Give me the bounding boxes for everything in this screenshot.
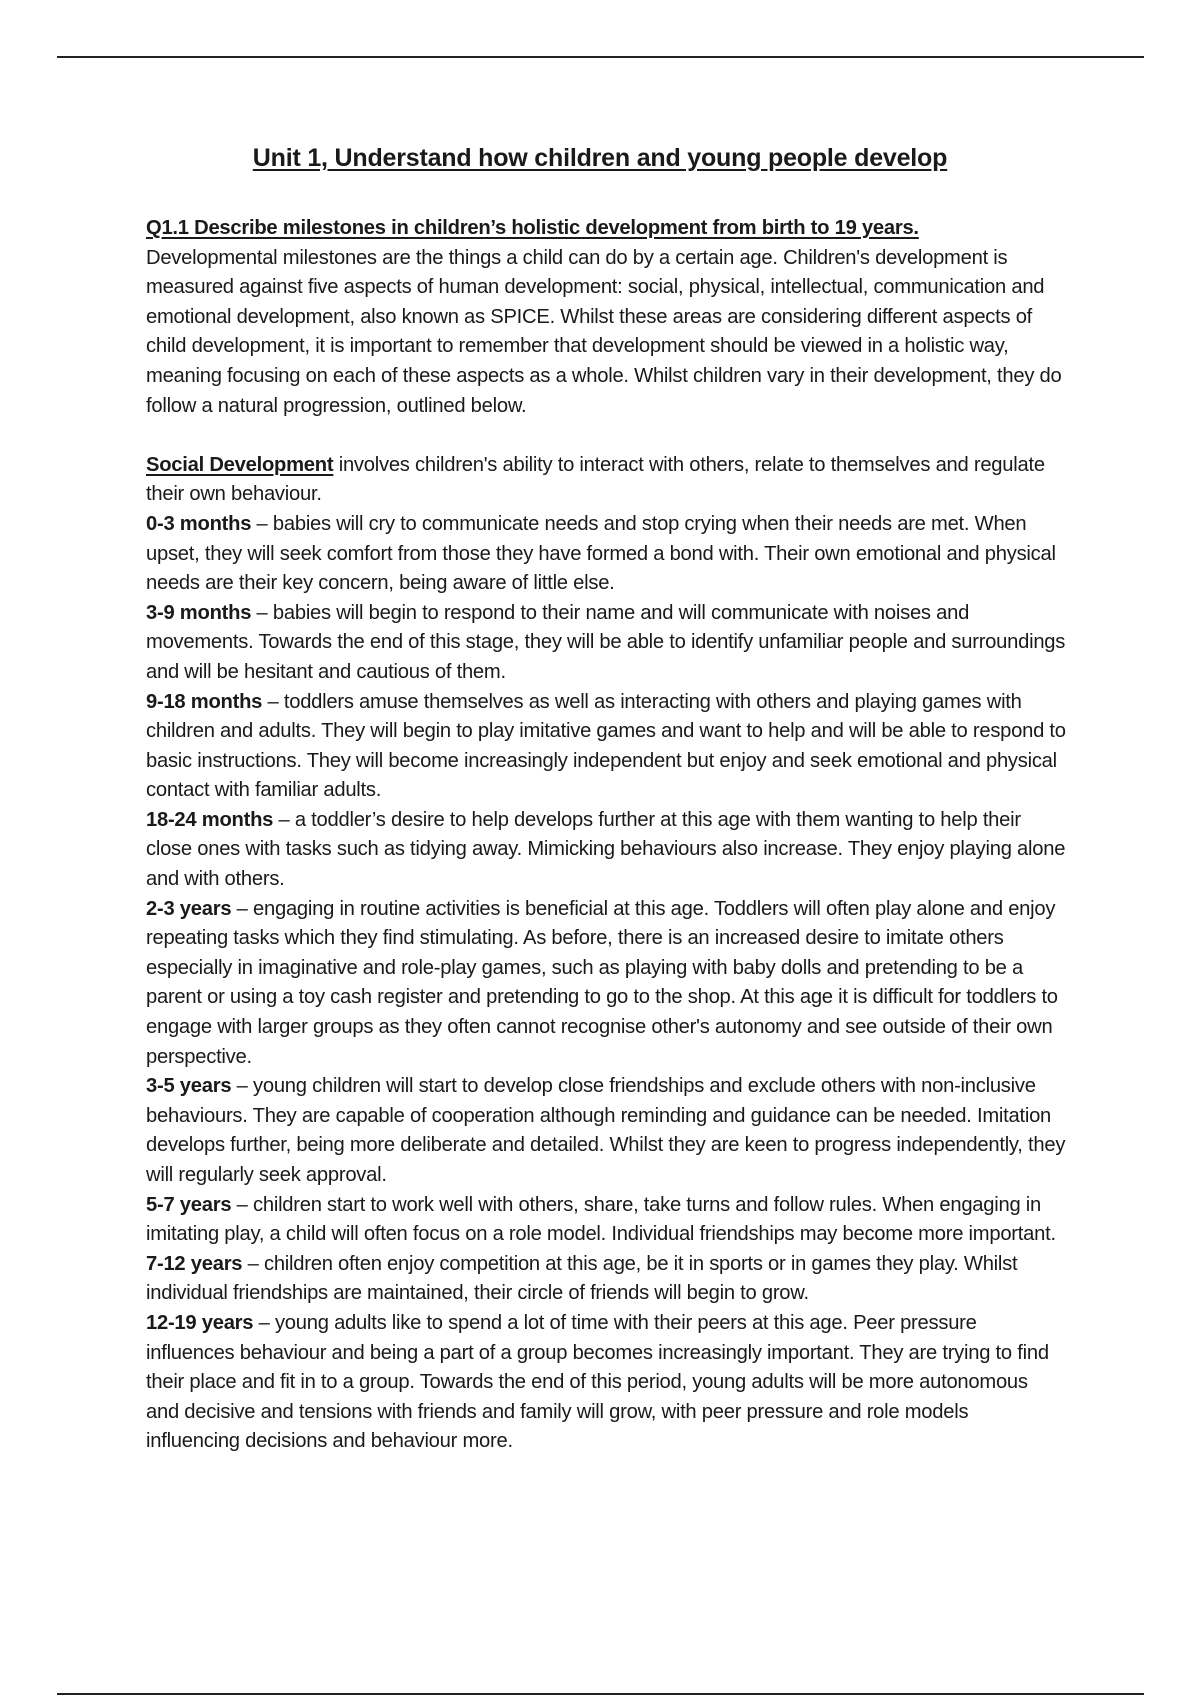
stage-age: 7-12 years bbox=[146, 1252, 243, 1275]
stage-age: 5-7 years bbox=[146, 1193, 232, 1216]
section-heading-social: Social Development bbox=[146, 453, 334, 476]
stage-text: – children start to work well with others, share, take turns and follow rules. When engaging in imitating play, a child will often focus on a role model. Individual friendships may become more important. bbox=[146, 1193, 1056, 1246]
stage-age: 18-24 months bbox=[146, 808, 274, 831]
stage-age: 9-18 months bbox=[146, 690, 263, 713]
stage-text: – toddlers amuse themselves as well as interacting with others and playing games with children and adults. They will begin to play imitative games and want to help and will be able to respond to basic instructions. They will become increasingly independent but enjoy and seek emotional and physical contact with familiar adults. bbox=[146, 690, 1066, 802]
stage-paragraph bbox=[146, 1250, 1066, 1309]
stage-text: – children often enjoy competition at this age, be it in sports or in games they play. Whilst individual friendships are maintained, their circle of friends will begin to grow. bbox=[146, 1252, 1018, 1305]
paragraph-gap bbox=[146, 421, 1066, 451]
stage-paragraph bbox=[146, 688, 1066, 806]
stage-paragraph bbox=[146, 1072, 1066, 1190]
stage-text: – babies will cry to communicate needs and stop crying when their needs are met. When upset, they will seek comfort from those they have formed a bond with. Their own emotional and physical needs are their key concern, being aware of little else. bbox=[146, 512, 1056, 595]
stage-age: 2-3 years bbox=[146, 897, 232, 920]
intro-paragraph: Developmental milestones are the things a child can do by a certain age. Children's development is measured against five aspects of human development: social, physical, intellectual, communication and emotional development, also known as SPICE. Whilst these areas are considering different aspects of child development, it is important to remember that development should be viewed in a holistic way, meaning focusing on each of these aspects as a whole. Whilst children vary in their development, they do follow a natural progression, outlined below. bbox=[146, 246, 1062, 417]
stage-text: – young adults like to spend a lot of time with their peers at this age. Peer pressure influences behaviour and being a part of a group becomes increasingly important. They are trying to find their place and fit in to a group. Towards the end of this period, young adults will be more autonomous and decisive and tensions with friends and family will grow, with peer pressure and role models influencing decisions and behaviour more. bbox=[146, 1311, 1049, 1453]
social-intro bbox=[146, 451, 1066, 510]
stage-paragraph bbox=[146, 806, 1066, 895]
question-heading: Q1.1 Describe milestones in children’s holistic development from birth to 19 years. bbox=[146, 217, 919, 239]
stage-text: – engaging in routine activities is beneficial at this age. Toddlers will often play alone and enjoy repeating tasks which they find stimulating. As before, there is an increased desire to imitate others especially in imaginative and role-play games, such as playing with baby dolls and pretending to be a parent or using a toy cash register and pretending to go to the shop. At this age it is difficult for toddlers to engage with larger groups as they often cannot recognise other's autonomy and see outside of their own perspective. bbox=[146, 897, 1058, 1068]
stage-age: 3-9 months bbox=[146, 601, 252, 624]
stage-paragraph bbox=[146, 1191, 1066, 1250]
document-title: Unit 1, Understand how children and young people develop bbox=[252, 144, 948, 172]
header-rule bbox=[57, 56, 1144, 58]
document-body bbox=[146, 214, 1066, 1457]
stage-age: 0-3 months bbox=[146, 512, 252, 535]
stage-age: 12-19 years bbox=[146, 1311, 254, 1334]
stage-paragraph bbox=[146, 895, 1066, 1073]
stage-text: – babies will begin to respond to their name and will communicate with noises and movements. Towards the end of this stage, they will be able to identify unfamiliar people and surroundings and will be hesitant and cautious of them. bbox=[146, 601, 1066, 683]
stage-text: – young children will start to develop close friendships and exclude others with non-inclusive behaviours. They are capable of cooperation although reminding and guidance can be needed. Imitation develops further, being more deliberate and detailed. Whilst they are keen to progress independently, they will regularly seek approval. bbox=[146, 1075, 1066, 1186]
footer-rule bbox=[57, 1693, 1144, 1695]
stage-text: – a toddler’s desire to help develops further at this age with them wanting to help their close ones with tasks such as tidying away. Mimicking behaviours also increase. They enjoy playing alone and with others. bbox=[146, 808, 1066, 891]
stage-paragraph bbox=[146, 1309, 1066, 1457]
stage-age: 3-5 years bbox=[146, 1075, 232, 1098]
stage-paragraph bbox=[146, 599, 1066, 688]
stage-paragraph bbox=[146, 510, 1066, 599]
social-lead-text: involves children's ability to interact with others, relate to themselves and regulate their own behaviour. bbox=[146, 453, 1045, 506]
